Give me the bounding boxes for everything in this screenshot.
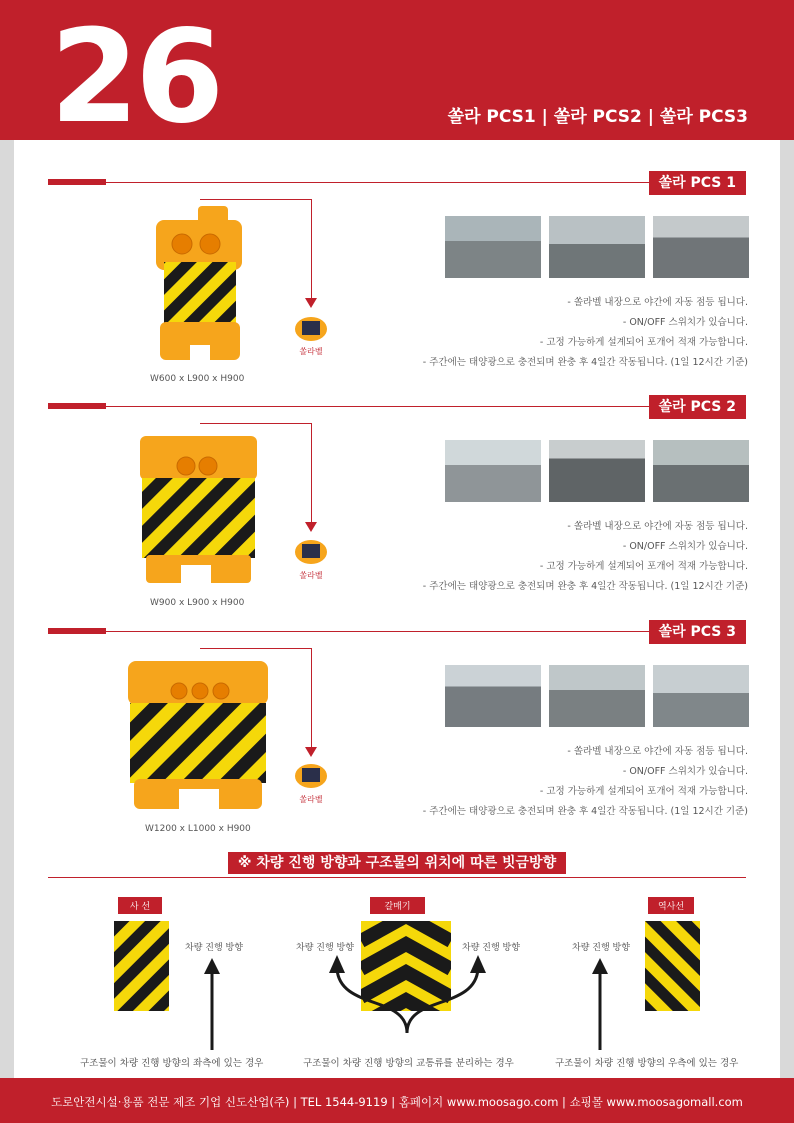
feature-notes <box>388 293 748 373</box>
direction-label: 차량 진행 방향 <box>462 943 520 953</box>
solar-guide-line <box>200 648 312 749</box>
dimensions: W1200 x L1000 x H900 <box>145 824 251 834</box>
solar-label: 쏠라벨 <box>299 571 323 580</box>
installation-photo <box>549 216 645 278</box>
feature-note: - 고정 가능하게 설계되어 포개어 적재 가능합니다. <box>539 337 748 348</box>
solar-guide-line <box>200 423 312 524</box>
feature-note: - ON/OFF 스위치가 있습니다. <box>622 317 748 328</box>
feature-note: - 주간에는 태양광으로 충전되며 완충 후 4일간 작동됩니다. (1일 12시간 기준) <box>422 581 748 592</box>
installation-photo <box>445 216 541 278</box>
notice-title-text: ※ 차량 진행 방향과 구조물의 위치에 따른 빗금방향 <box>228 852 566 874</box>
arrow-up-icon <box>202 958 222 1050</box>
installation-photo <box>549 440 645 502</box>
notice-divider <box>48 877 746 878</box>
split-arrow-icon <box>325 955 490 1035</box>
page-number: 26 <box>50 3 221 152</box>
installation-photo <box>549 665 645 727</box>
notice-title <box>0 852 794 872</box>
installation-photo <box>653 216 749 278</box>
section-bar <box>48 179 106 185</box>
installation-photo <box>653 440 749 502</box>
case-caption: 구조물이 차량 진행 방향의 교통류를 분리하는 경우 <box>303 1058 514 1069</box>
section-tag: 쏠라 PCS 2 <box>649 395 746 419</box>
feature-note: - 쏠라벨 내장으로 야간에 자동 점등 됩니다. <box>567 746 748 757</box>
solar-light-icon <box>294 314 328 342</box>
sign-tag-diagonal: 사 선 <box>118 897 162 914</box>
case-caption: 구조물이 차량 진행 방향의 좌측에 있는 경우 <box>80 1058 264 1069</box>
installation-photo <box>445 665 541 727</box>
arrow-down-icon <box>305 522 317 532</box>
sign-tag-chevron: 갈매기 <box>370 897 425 914</box>
footer-contact: 도로안전시설·용품 전문 제조 기업 신도산업(주) | TEL 1544-9119 | 홈페이지 www.moosago.com | 쇼핑몰 www.moosagomall.com <box>51 1095 743 1109</box>
feature-note: - 주간에는 태양광으로 충전되며 완충 후 4일간 작동됩니다. (1일 12시간 기준) <box>422 806 748 817</box>
feature-note: - 주간에는 태양광으로 충전되며 완충 후 4일간 작동됩니다. (1일 12시간 기준) <box>422 357 748 368</box>
section-bar <box>48 403 106 409</box>
reverse-diagonal-stripe-sign <box>645 921 700 1011</box>
diagonal-stripe-sign <box>114 921 169 1011</box>
feature-note: - ON/OFF 스위치가 있습니다. <box>622 541 748 552</box>
feature-note: - 쏠라벨 내장으로 야간에 자동 점등 됩니다. <box>567 521 748 532</box>
dimensions: W600 x L900 x H900 <box>150 374 245 384</box>
arrow-up-icon <box>590 958 610 1050</box>
solar-label: 쏠라벨 <box>299 795 323 804</box>
feature-note: - 고정 가능하게 설계되어 포개어 적재 가능합니다. <box>539 786 748 797</box>
direction-label: 차량 진행 방향 <box>185 943 243 953</box>
arrow-down-icon <box>305 747 317 757</box>
feature-note: - 고정 가능하게 설계되어 포개어 적재 가능합니다. <box>539 561 748 572</box>
installation-photo <box>653 665 749 727</box>
section-tag: 쏠라 PCS 1 <box>649 171 746 195</box>
case-caption: 구조물이 차량 진행 방향의 우측에 있는 경우 <box>555 1058 739 1069</box>
section-bar <box>48 628 106 634</box>
sign-tag-reverse-diagonal: 역사선 <box>648 897 694 914</box>
arrow-down-icon <box>305 298 317 308</box>
solar-label: 쏠라벨 <box>299 347 323 356</box>
section-tag: 쏠라 PCS 3 <box>649 620 746 644</box>
feature-notes <box>388 742 748 822</box>
solar-light-icon <box>294 761 328 789</box>
direction-label: 차량 진행 방향 <box>296 943 354 953</box>
feature-notes <box>388 517 748 597</box>
dimensions: W900 x L900 x H900 <box>150 598 245 608</box>
direction-label: 차량 진행 방향 <box>572 943 630 953</box>
solar-light-icon <box>294 537 328 565</box>
feature-note: - 쏠라벨 내장으로 야간에 자동 점등 됩니다. <box>567 297 748 308</box>
installation-photo <box>445 440 541 502</box>
feature-note: - ON/OFF 스위치가 있습니다. <box>622 766 748 777</box>
header-title: 쏠라 PCS1 | 쏠라 PCS2 | 쏠라 PCS3 <box>447 107 748 127</box>
solar-guide-line <box>200 199 312 300</box>
